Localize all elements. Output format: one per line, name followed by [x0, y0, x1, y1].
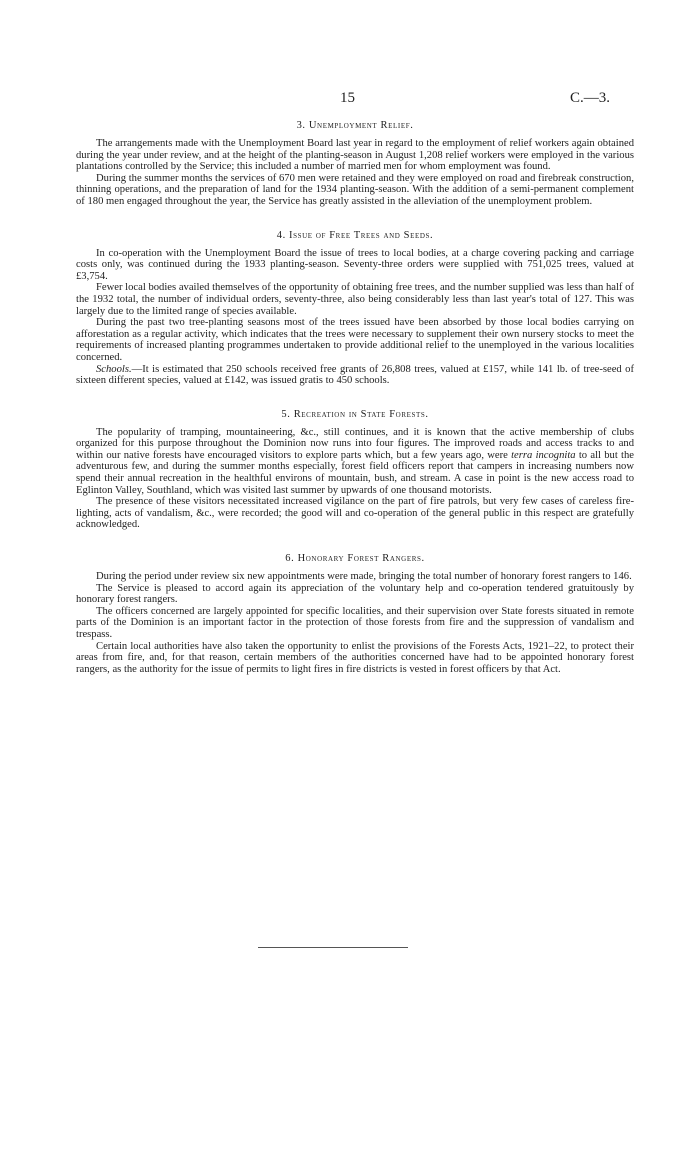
paragraph: The arrangements made with the Unemployment Board last year in regard to the employment of relief workers again obtained during the year under review, and at the height of the planting-season in August 1,208 relief workers were employed in the various plantations controlled by the Service; this included a number of married men for whom employment was found. [76, 138, 634, 173]
section-heading: 3. Unemployment Relief. [296, 120, 414, 131]
end-rule [258, 947, 408, 948]
paragraph: During the period under review six new appointments were made, bringing the total number of honorary forest rangers to 146. [96, 571, 632, 583]
paragraph: In co-operation with the Unemployment Board the issue of trees to local bodies, at a charge covering packing and carriage costs only, was continued during the 1933 planting-season. Seventy-three orders were supplied with 751,025 trees, valued at £3,754. [76, 247, 634, 282]
section-recreation-state-forests [76, 409, 634, 531]
section-heading: 4. Issue of Free Trees and Seeds. [276, 229, 434, 241]
paragraph: The presence of these visitors necessitated increased vigilance on the part of fire patrols, but very few cases of careless fire-lighting, acts of vandalism, &c., were recorded; the good will and co-operation of the general public in this respect are gratefully acknowledged. [76, 496, 634, 531]
document-reference: C.—3. [570, 90, 611, 106]
page-number: 15 [340, 90, 355, 106]
paragraph: During the summer months the services of 670 men were retained and they were employed on road and firebreak construction, thinning operations, and the preparation of land for the 1934 planting-season. With the addition of a semi-permanent complement of 180 men engaged throughout the year, the Service has greatly assisted in the alleviation of the unemployment problem. [76, 172, 634, 207]
paragraph: During the past two tree-planting seasons most of the trees issued have been absorbed by those local bodies carrying on afforestation as a regular activity, which indicates that the trees were necessary to supplement their own nursery stocks to meet the requirements of increased planting programmes undertaken to provide additional relief to the unemployed in the various localities concerned. [76, 317, 634, 363]
schools-label: Schools. [96, 363, 132, 375]
paragraph-schools [76, 364, 634, 387]
paragraph: Certain local authorities have also taken the opportunity to enlist the provisions of the Forests Acts, 1921–22, to protect their areas from fire, and, for that reason, certain members of the authorities concerned have had to be appointed honorary forest rangers, as the authority for the issue of permits to light fires in fire districts is vested in forest officers by that Act. [76, 640, 634, 675]
section-heading: 6. Honorary Forest Rangers. [285, 553, 425, 565]
text-run: The popularity of tramping, mountaineering, &c., still continues, and it is known that the active membership of clubs organized for this purpose throughout the Dominion now runs into four figures. The improved roads and access tracks to and within our native forests have encouraged visitors to explore parts which, but a few years ago, were [76, 426, 634, 461]
paragraph: The Service is pleased to accord again its appreciation of the voluntary help and co-operation tendered gratuitously by honorary forest rangers. [76, 582, 634, 606]
body-text [76, 120, 634, 697]
text-run: to all but the adventurous few, and during the summer months especially, forest field officers report that campers in increasing numbers now spend their annual recreation in the healthful environs of mountain, bush, and stream. A case in point is the new access road to Eglinton Valley, Southland, which was visited last summer by upwards of one thousand motorists. [76, 449, 634, 496]
paragraph: The officers concerned are largely appointed for specific localities, and their supervision over State forests situated in remote parts of the Dominion is an important factor in the protection of those forests from fire and the suppression of vandalism and trespass. [76, 605, 634, 640]
section-heading: 5. Recreation in State Forests. [281, 408, 429, 420]
section-honorary-forest-rangers [76, 553, 634, 675]
section-unemployment-relief [76, 120, 634, 208]
italic-phrase: terra incognita [511, 449, 576, 461]
section-free-trees-seeds [76, 230, 634, 387]
paragraph: Fewer local bodies availed themselves of the opportunity of obtaining free trees, and the number supplied was less than half of the 1932 total, the number of individual orders, seventy-three, also being considerably less than last year's total of 127. This was largely due to the limited range of species available. [76, 282, 634, 317]
paragraph [76, 427, 634, 497]
page-header [0, 90, 700, 112]
schools-text: —It is estimated that 250 schools received free grants of 26,808 trees, valued at £157, while 141 lb. of tree-seed of sixteen different species, valued at £142, was issued gratis to 450 schools. [76, 363, 634, 387]
